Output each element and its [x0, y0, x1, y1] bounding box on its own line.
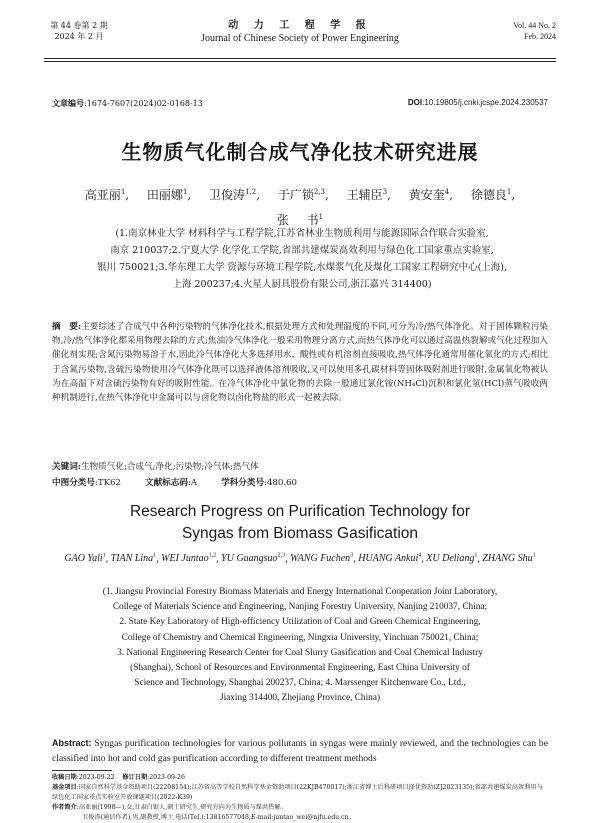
- author-name: WEI Juntao: [161, 553, 209, 565]
- author-bio-label: 作者简介: [52, 804, 77, 811]
- article-number-value: :1674-7607(2024)02-0168-13: [84, 99, 203, 108]
- author-affiliation-mark: 3: [382, 188, 388, 196]
- author: [147, 188, 187, 202]
- clc-value: :TK62: [94, 478, 121, 488]
- author-name: 徐德良: [470, 188, 507, 202]
- author: [426, 553, 477, 564]
- affiliation-line: (1. Jiangsu Provincial Forestry Biomass Materials and Energy International Cooperation Joint Laboratory,: [102, 587, 498, 597]
- keywords-cn-label: 关键词:: [52, 462, 81, 472]
- author-name: 张 书: [276, 213, 319, 227]
- doi-value: :10.19805/j.cnki.jcspe.2024.230537: [422, 98, 548, 107]
- title-cn: 生物质气化制合成气净化技术研究进展: [121, 140, 479, 164]
- affiliations-en: [22, 585, 578, 707]
- received-date: :2023-09-22: [76, 774, 115, 781]
- affiliation-line: 银川 750021;3.华东理工大学 资源与环境工程学院,水煤浆气化及煤化工国家工程研究中心(上海),: [96, 262, 508, 273]
- date-cn: 2024 年 2 月: [54, 32, 104, 41]
- affiliation-line: 南京 210037;2.宁夏大学 化学化工学院,省部共建煤炭高效利用与绿色化工国家重点实验室,: [110, 245, 494, 256]
- footnote-rule: [52, 770, 112, 771]
- author-affiliation-mark: 1: [474, 553, 478, 559]
- affiliation-line: 上海 200237;4.火星人厨具股份有限公司,浙江嘉兴 314400): [172, 279, 432, 290]
- author-name: XU Deliang: [426, 553, 475, 565]
- author: [471, 188, 511, 202]
- authors-en: GAO Yali$^1$, TIAN Lina$^1$, WEI Juntao$^{1,2}$, YU Guangsuo$^{2,3}$, WANG Fuchen$^3$, HUANG Ankui$^4$, XU Deliang$^1$, ZHANG Shu$^1$: [64, 553, 536, 565]
- author: [111, 553, 157, 564]
- author-name: HUANG Ankui: [358, 553, 419, 565]
- author: [358, 553, 421, 564]
- fund-text: :国家自然科学基金资助项目(22208154);江苏省高等学校自然科学基金资助项目(22KJB470017);浙江省博士后科研项目择优资助(ZJ2023135);省部共建煤炭高效利用与绿色化工国家重点实验室开放课题项目(2022-K39): [52, 784, 543, 801]
- author-name: YU Guangsuo: [221, 553, 278, 565]
- author-name: 王辅臣: [346, 188, 383, 202]
- author-name: GAO Yali: [64, 553, 103, 565]
- revised-date: :2023-09-26: [147, 774, 185, 781]
- running-header: [44, 20, 556, 54]
- volume-issue-en: Vol. 44 No. 2: [513, 21, 556, 30]
- author-affiliation-mark: 1,2: [208, 553, 217, 559]
- author: [221, 553, 285, 564]
- author-affiliation-mark: 1: [182, 188, 188, 196]
- issue-info-cn: [44, 20, 114, 42]
- journal-name: [164, 20, 436, 45]
- classification-line: [52, 476, 548, 490]
- abstract-en: [52, 736, 548, 766]
- author-affiliation-mark: 1: [120, 188, 126, 196]
- author-name: WANG Fuchen: [290, 553, 351, 565]
- doc-code-value: :A: [187, 478, 198, 488]
- author-bio-line: [52, 803, 548, 813]
- author-bio-text: :高亚丽(1998—),女,甘肃白银人,硕士研究生,研究方向为生物质与煤共热解。: [76, 804, 287, 811]
- article-number-label: 文章编号: [52, 98, 84, 108]
- abstract-cn: [52, 320, 548, 405]
- title-en-line: Syngas from Biomass Gasification: [181, 525, 419, 542]
- author-name: 于广锁: [277, 188, 314, 202]
- author: [290, 553, 353, 564]
- article-meta: [52, 98, 548, 110]
- author-affiliation-mark: 4: [444, 188, 450, 196]
- author: [278, 188, 325, 202]
- fund-line: [52, 783, 548, 803]
- affiliation-line: (Shanghai), School of Resources and Environmental Engineering, East China University of: [130, 663, 470, 674]
- journal-name-en: Journal of Chinese Society of Power Engineering: [201, 33, 399, 44]
- author-affiliation-mark: 4: [418, 553, 422, 559]
- journal-name-cn: 动 力 工 程 学 报: [228, 20, 372, 31]
- affiliation-line: Science and Technology, Shanghai 200237, China; 4. Marssenger Kitchenware Co., Ltd.,: [134, 678, 466, 689]
- clc-label: 中图分类号: [52, 478, 95, 488]
- abstract-cn-label: 摘 要:: [52, 322, 82, 332]
- affiliation-line: Jiaxing 314400, Zhejiang Province, China): [219, 693, 381, 704]
- abstract-en-text: Syngas purification technologies for various pollutants in syngas were mainly reviewed, and the technologies can be classified into hot and cold gas purification according to different treatment methods: [52, 738, 548, 764]
- received-label: 收稿日期: [52, 774, 77, 781]
- affiliations-cn: [34, 225, 570, 293]
- title-en-line: Research Progress on Purification Technology for: [129, 503, 471, 520]
- abstract-cn-text: 主要综述了合成气中各种污染物的气体净化技术,根据处理方式和处理温度的不同,可分为冷/热气体净化。对于固体颗粒污染物,冷/热气体净化都采用物理去除的方式;焦油冷气体净化一般采用物理分离方式,而热气体净化可以通过高温热裂解或气化过程加入催化剂实现;含氮污染物易溶于水,因此冷气体净化大多选择用水、酸性或有机溶剂直接吸收,热气体净化通常用催化氧化的方式;相比于含氮污染物,含硫污染物使用冷气体净化既可以选择液体溶剂吸收,又可以使用多孔碳材料等固体吸附剂进行吸附,金属氧化物被认为在高温下对含硫污染物有好的吸附性能。在冷气体净化中氯化物的去除一般通过氯化铵(NH₄Cl)沉积和氯化氢(HCl)蒸气吸收两种机制进行,在热气体净化中金属可以与卤化物以卤化物盐的形式一起被去除。: [52, 322, 548, 404]
- affiliation-line: 3. National Engineering Research Center for Coal Slurry Gasification and Coal Chemical Industry: [117, 647, 483, 658]
- doi-label: DOI: [407, 98, 423, 107]
- author: [85, 188, 125, 202]
- author-affiliation-mark: 1: [532, 553, 536, 559]
- author-affiliation-mark: 1: [506, 188, 512, 196]
- affiliation-line: College of Materials Science and Engineering, Nanjing Forestry University, Nanjing 210037, China;: [112, 602, 488, 613]
- volume-issue-cn: 第 44 卷第 2 期: [50, 21, 108, 30]
- date-en: Feb. 2024: [524, 32, 556, 41]
- author-name: 卫俊涛: [209, 188, 246, 202]
- keywords-cn-text: 生物质气化;合成气;净化;污染物;冷气体;热气体: [80, 462, 259, 472]
- author-name: 高亚丽: [84, 188, 121, 202]
- doi: [408, 98, 548, 107]
- doc-code-label: 文献标志码: [144, 478, 188, 488]
- authors-cn: 高亚丽$^1$, 田丽娜$^1$, 卫俊涛$^{1,2}$, 于广锁$^{2,3}$, 王辅臣$^3$, 黄安奎$^4$, 徐德良$^1$, 张 书$^1$: [84, 188, 516, 227]
- author-affiliation-mark: 1: [318, 213, 324, 221]
- fund-label: 基金项目: [52, 784, 77, 791]
- author: [482, 553, 535, 564]
- subject-code-value: :480.60: [264, 478, 298, 488]
- author-name: ZHANG Shu: [482, 553, 533, 565]
- author-affiliation-mark: 2,3: [313, 188, 325, 196]
- affiliation-line: College of Chemistry and Chemical Engineering, Ningxia University, Yinchuan 750021, China;: [121, 632, 479, 643]
- author-name: 黄安奎: [408, 188, 445, 202]
- author: [347, 188, 387, 202]
- author-affiliation-mark: 1: [102, 553, 106, 559]
- footnotes: [52, 773, 548, 823]
- article-number: [52, 98, 203, 109]
- corresponding-author: 卫俊涛(通信作者),男,副教授,博士,电话(Tel.):13816577048;E-mail:juntao_wei@njfu.edu.cn。: [82, 814, 355, 821]
- affiliation-line: 2. State Key Laboratory of High-efficiency Utilization of Coal and Green Chemical Engineering,: [119, 617, 481, 628]
- author-affiliation-mark: 1: [153, 553, 157, 559]
- author-affiliation-mark: 2,3: [277, 553, 286, 559]
- header-rule-thick: [44, 58, 556, 59]
- author-affiliation-mark: 3: [350, 553, 354, 559]
- header-rule-thin: [44, 61, 556, 62]
- affiliation-line: (1.南京林业大学 材料科学与工程学院,江苏省林业生物质利用与能源国际合作联合实验室,: [115, 228, 489, 239]
- issue-info-en: [513, 20, 556, 42]
- revised-label: 修订日期: [122, 774, 148, 781]
- keywords-cn: [52, 460, 548, 474]
- author-name: TIAN Lina: [110, 553, 154, 565]
- author-name: 田丽娜: [146, 188, 183, 202]
- author: [409, 188, 449, 202]
- title-en: [40, 501, 560, 545]
- abstract-en-label: Abstract:: [52, 738, 92, 748]
- author-affiliation-mark: 1,2: [245, 188, 257, 196]
- dates-line: [52, 773, 548, 783]
- author: [209, 188, 256, 202]
- subject-code-label: 学科分类号: [221, 478, 265, 488]
- author: [64, 553, 105, 564]
- author: [161, 553, 216, 564]
